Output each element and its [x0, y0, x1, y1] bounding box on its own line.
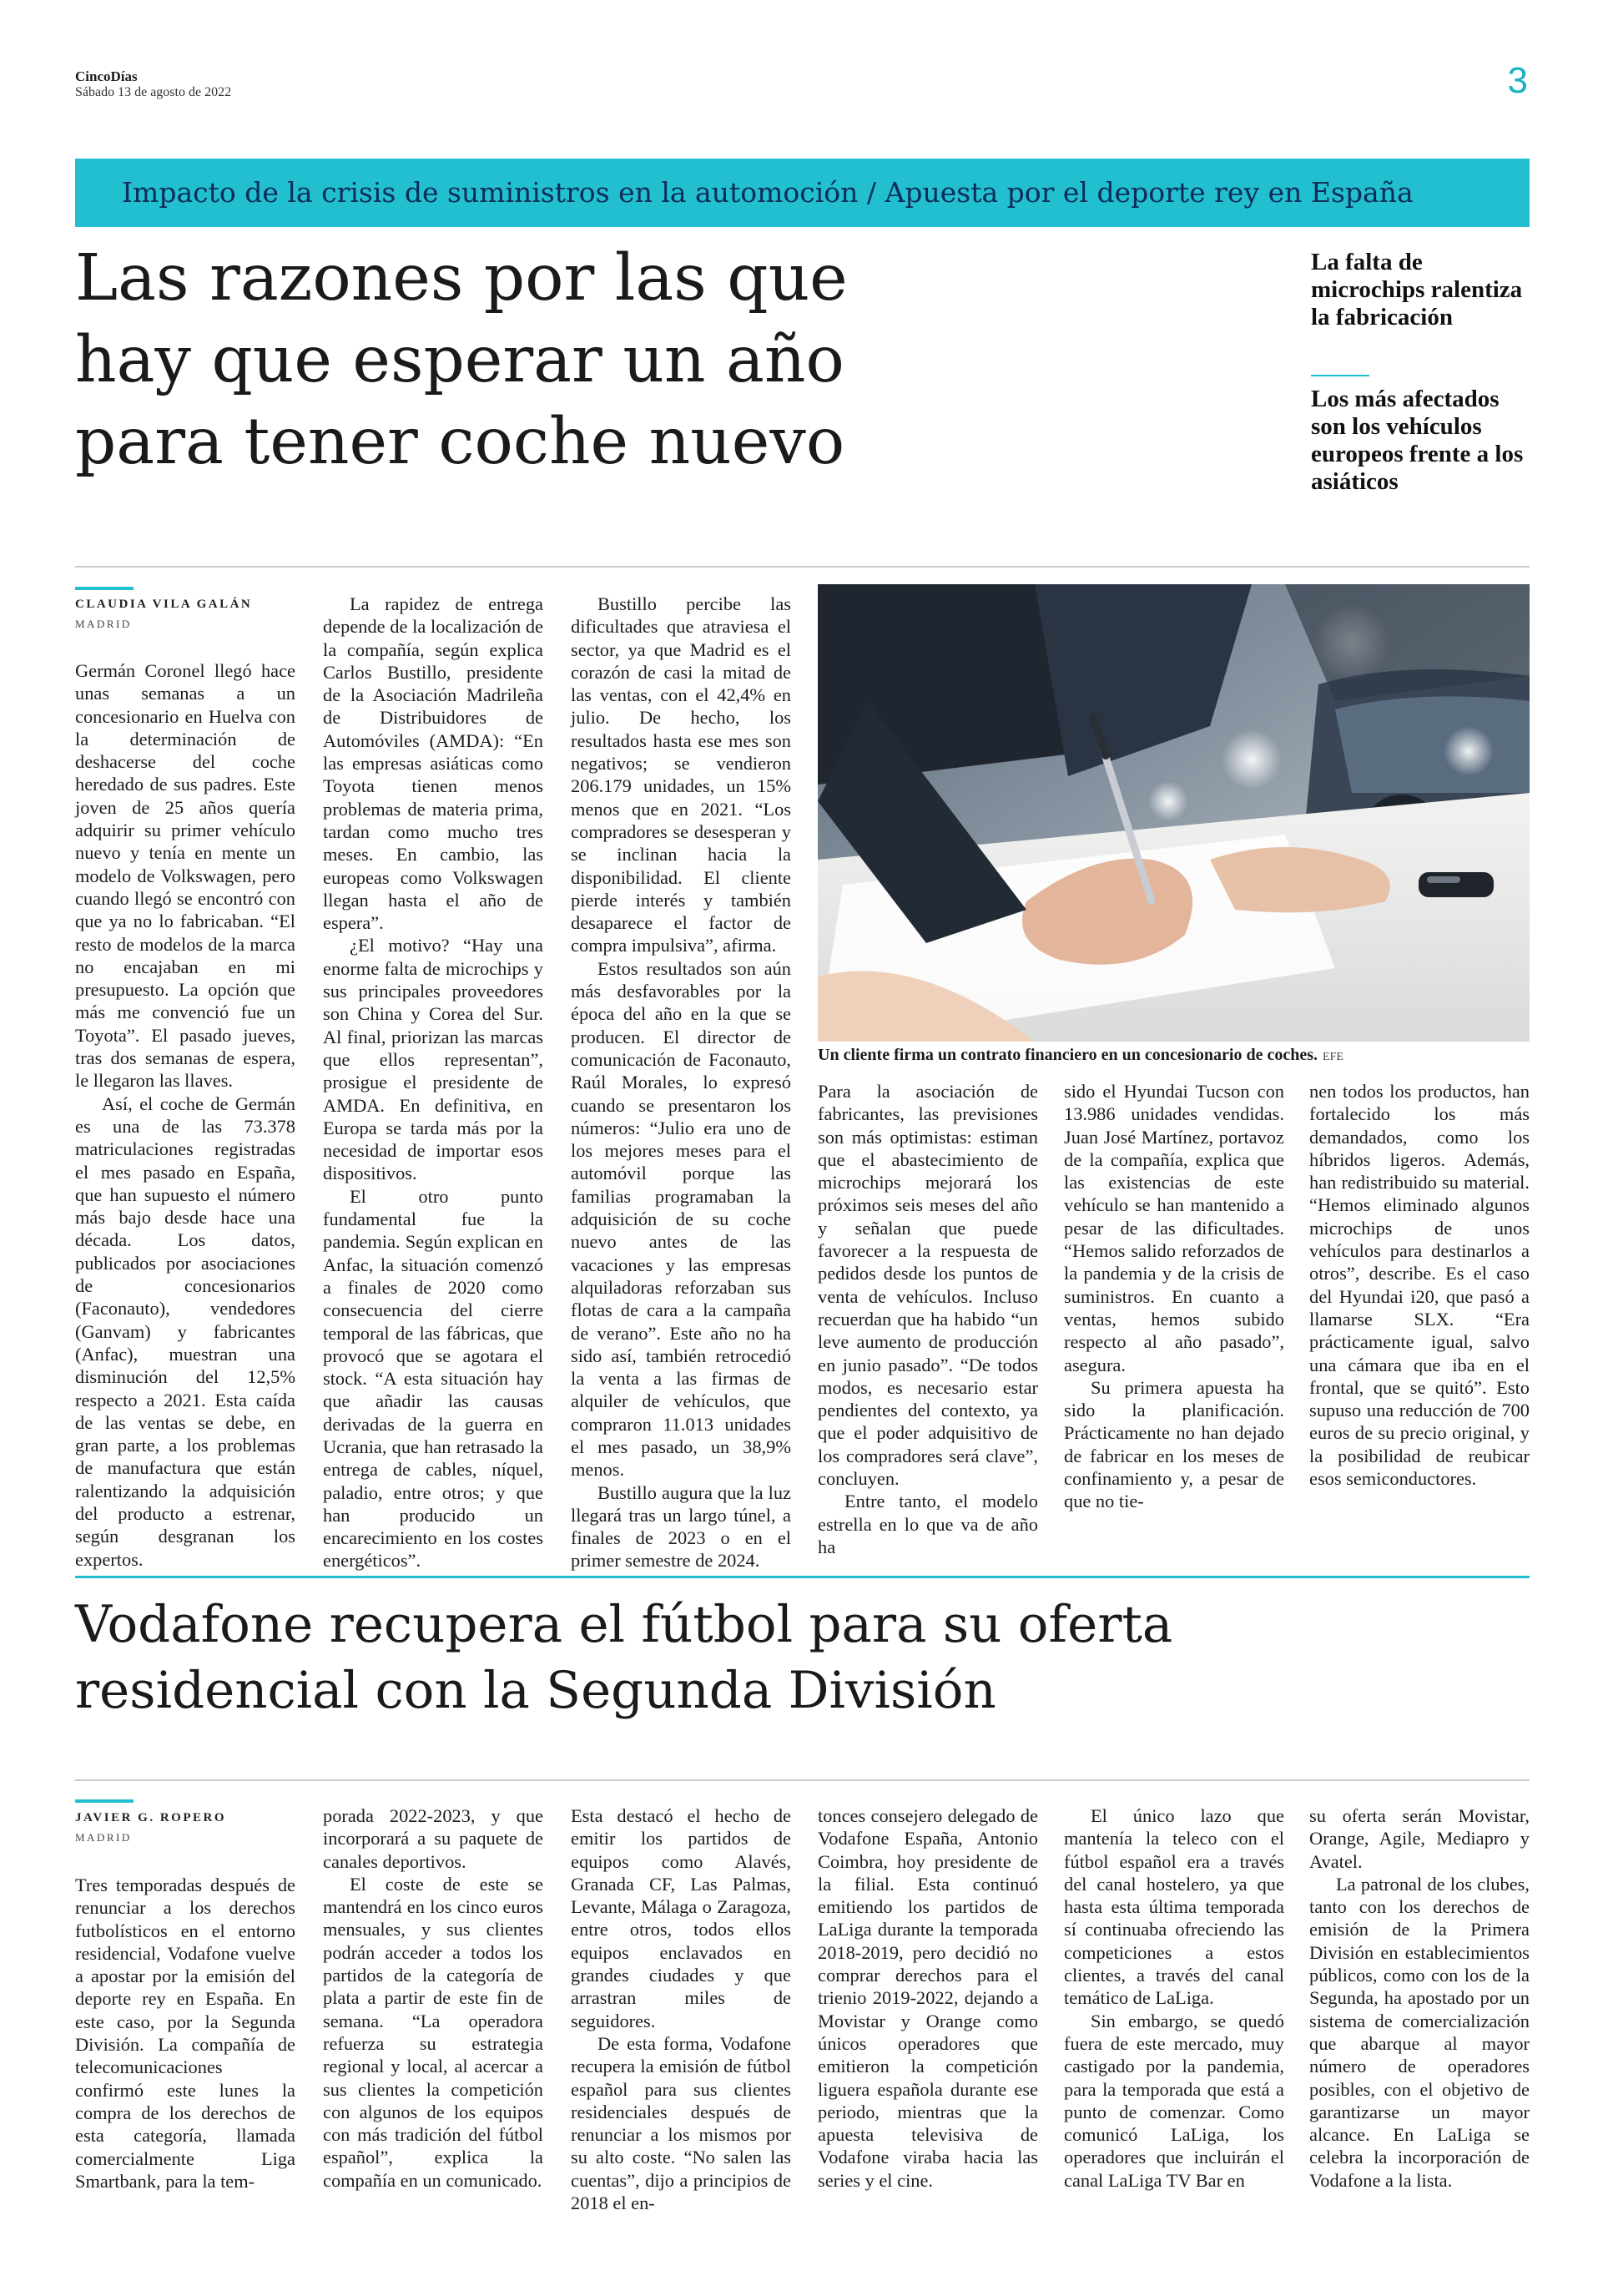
paragraph: El otro punto fundamental fue la pandemia. Según explican en Anfac, la situación comenzó a finales de 2020 como consecuencia del cierre temporal de las fábricas, que provocó que se agotara el stock. “A esta situación hay que añadir las causas derivadas de la guerra en Ucrania, que han retrasado la entrega de cables, níquel, paladio, entre otros; y que han producido un encarecimiento en los costes energéticos”. — [323, 1185, 543, 1572]
article2-column-6 — [1309, 1804, 1530, 2208]
paragraph: nen todos los productos, han fortalecido los más demandados, como los híbridos ligeros. Además, han redistribuido su material. “Hemos eliminado algunos microchips de unos vehículos para destinarlos a otros”, describe. Es el caso del Hyundai i20, que pasó a llamarse SLX. “Era prácticamente igual, salvo una cámara que iba en el frontal, que se quitó”. Esto supuso una reducción de 700 euros de su precio original, y la posibilidad de reubicar esos semiconductores. — [1309, 1081, 1530, 1490]
article1-headline — [75, 238, 1202, 483]
paragraph: Germán Coronel llegó hace unas semanas a un concesionario en Huelva con la determinación de deshacerse del coche heredado de sus padres. Este joven de 25 años quería adquirir su primer vehículo nuevo y tenía en mente un modelo de Volkswagen, pero cuando llegó se encontró con que ya no lo fabricaban. “El resto de modelos de la marca no encajaban en mi presupuesto. La opción que más me convenció fue un Toyota”. El pasado jueves, tras dos semanas de espera, le llegaron las llaves. — [75, 660, 295, 1092]
publication-name: CincoDías — [75, 68, 138, 84]
headline-line: Vodafone recupera el fútbol para su oferta — [75, 1595, 1173, 1654]
headline-line: residencial con la Segunda División — [75, 1661, 996, 1720]
paragraph: Bustillo percibe las dificultades que atraviesa el sector, ya que Madrid es el corazón de casi la mitad de las ventas, con el 42,4% en julio. De hecho, los resultados hasta ese mes son negativos; se vendieron 206.179 unidades, un 15% menos que en 2021. “Los compradores se desesperan y se inclinan hacia la disponibilidad. El cliente pierde interés y también desaparece el factor de compra impulsiva”, afirma. — [571, 593, 791, 956]
article2-column-5 — [1064, 1804, 1284, 2208]
headline-line: Las razones por las que — [75, 241, 848, 315]
article1-column-3 — [571, 593, 791, 1572]
page-number: 3 — [1507, 60, 1528, 101]
paragraph: Tres temporadas después de renunciar a los derechos futbolísticos en el entorno residencial, Vodafone vuelve a apostar por la emisión del deporte rey en España. En este caso, por la Segunda División. La compañía de telecomunicaciones confirmó este lunes la compra de los derechos de esta categoría, llamada comercialmente Liga Smartbank, para la tem- — [75, 1875, 295, 2192]
headline-line: hay que esperar un año — [75, 323, 844, 397]
article1-column-5 — [1064, 1080, 1284, 1527]
paragraph: Esta destacó el hecho de emitir los partidos de equipos como Alavés, Granada CF, Las Palmas, Levante, Málaga o Zaragoza, entre otros, todos ellos equipos enclavados en grandes ciudades y que arrastran miles de seguidores. — [571, 1805, 791, 2031]
caption-text: Un cliente firma un contrato financiero en un concesionario de coches. — [818, 1046, 1318, 1064]
deck-divider — [1311, 375, 1369, 376]
paragraph: Sin embargo, se quedó fuera de este mercado, muy castigado por la pandemia, para la temporada que está a punto de comenzar. Como comunicó LaLiga, los operadores que incluirán el canal LaLiga TV Bar en — [1064, 2010, 1284, 2191]
article1-column-1 — [75, 659, 295, 1570]
article1-byline: CLAUDIA VILA GALÁN — [75, 598, 253, 611]
article2-column-1 — [75, 1874, 295, 2208]
paragraph: Así, el coche de Germán es una de las 73.378 matriculaciones registradas el mes pasado en España, que han supuesto el número más bajo desde hace una década. Los datos, publicados por asociaciones de concesionarios (Faconauto), vendedores (Ganvam) y fabricantes (Anfac), muestran una disminución del 12,5% respecto a 2021. Esta caída de las ventas se debe, en gran parte, a los problemas de manufactura que están ralentizando la adquisición del producto a estrenar, según desgranan los expertos. — [75, 1092, 295, 1570]
paragraph: Para la asociación de fabricantes, las previsiones son más optimistas: estiman que el abastecimiento de microchips mejorará los próximos seis meses del año y señalan que puede favorecer a la respuesta de pedidos desde los puntos de venta de vehículos. Incluso recuerdan que ha habido “un leve aumento de producción en junio pasado”. “De todos modos, es necesario estar pendientes del contexto, ya que el poder adquisitivo de los compradores será clave”, concluyen. — [818, 1081, 1038, 1490]
article2-headline — [75, 1592, 1410, 1723]
byline-accent — [75, 1799, 134, 1803]
article1-divider — [75, 566, 1530, 568]
headline-line: para tener coche nuevo — [75, 405, 845, 479]
article1-column-4 — [818, 1080, 1038, 1557]
paragraph: sido el Hyundai Tucson con 13.986 unidades vendidas. Juan José Martínez, portavoz de la compañía, explica que las existencias de este vehículo se han mantenido a pesar de las dificultades. “Hemos salido reforzados de la pandemia y de la crisis de suministros. En cuanto a ventas, hemos subido respecto al año pasado”, asegura. — [1064, 1081, 1284, 1375]
article2-byline: JAVIER G. ROPERO — [75, 1811, 226, 1824]
paragraph: Entre tanto, el modelo estrella en lo que va de año ha — [818, 1491, 1038, 1557]
photo-credit: EFE — [1323, 1051, 1343, 1063]
section-band — [75, 159, 1530, 227]
article2-place: MADRID — [75, 1831, 132, 1844]
paragraph: La rapidez de entrega depende de la localización de la compañía, según explica Carlos Bustillo, presidente de la Asociación Madrileña de Distribuidores de Automóviles (AMDA): “En las empresas asiáticas como Toyota tienen menos problemas de materia prima, tardan como mucho tres meses. En cambio, las europeas como Volkswagen llegan hasta el año de espera”. — [323, 593, 543, 934]
article1-column-2 — [323, 593, 543, 1572]
article2-column-3 — [571, 1804, 791, 2214]
paragraph: Estos resultados son aún más desfavorables por la época del año en la que se producen. El director de comunicación de Faconauto, Raúl Morales, lo expresó cuando se presentaron los números: “Julio era uno de los mejores meses para el automóvil porque las familias programaban la adquisición de su coche nuevo antes de las vacaciones y las empresas alquiladoras reforzaban sus flotas de cara a la campaña de verano”. Este año no ha sido así, también retrocedió la venta a las firmas de alquiler de vehículos, que compraron 11.013 unidades el mes pasado, un 38,9% menos. — [571, 957, 791, 1481]
article2-top-rule — [75, 1576, 1530, 1578]
article1-place: MADRID — [75, 618, 132, 630]
byline-accent — [75, 587, 134, 590]
paragraph: Bustillo augura que la luz llegará tras un largo túnel, a finales de 2023 o en el primer semestre de 2024. — [571, 1481, 791, 1572]
paragraph: ¿El motivo? “Hay una enorme falta de microchips y sus principales proveedores son China y Corea del Sur. Al final, priorizan las marcas que ellos representan”, prosigue el presidente de AMDA. En definitiva, en Europa se tarda más por la necesidad de importar esos dispositivos. — [323, 935, 543, 1184]
photo-caption — [818, 1046, 1530, 1065]
photo-illustration — [818, 584, 1530, 1042]
article2-divider — [75, 1779, 1530, 1781]
paragraph: tonces consejero delegado de Vodafone España, Antonio Coimbra, hoy presidente de la filial. Esta continuó emitiendo los partidos de LaLiga durante la temporada 2018-2019, pero decidió no comprar derechos para el trienio 2019-2022, dejando a Movistar y Orange como únicos operadores que emitieron la competición liguera española durante ese periodo, mientras que la apuesta televisiva de Vodafone viraba hacia las series y el cine. — [818, 1805, 1038, 2191]
article2-column-4 — [818, 1804, 1038, 2208]
paragraph: porada 2022-2023, y que incorporará a su paquete de canales deportivos. — [323, 1805, 543, 1872]
paragraph: El coste de este se mantendrá en los cinco euros mensuales, y sus clientes podrán acceder a todos los partidos de la categoría de plata a partir de este fin de semana. “La operadora refuerza su estrategia regional y local, al acercar a sus clientes la competición con algunos de los equipos con más tradición del fútbol español”, explica la compañía en un comunicado. — [323, 1873, 543, 2191]
section-band-text: Impacto de la crisis de suministros en la automoción / Apuesta por el deporte rey en España — [122, 176, 1414, 209]
paragraph: su oferta serán Movistar, Orange, Agile, Mediapro y Avatel. — [1309, 1805, 1530, 1872]
paragraph: Su primera apuesta ha sido la planificación. Prácticamente no han dejado de fabricar en los meses de confinamiento y, a pesar de que no tie- — [1064, 1376, 1284, 1512]
photo-contract-signing — [818, 584, 1530, 1042]
paragraph: De esta forma, Vodafone recupera la emisión de fútbol español para sus clientes residenciales después de renunciar a los mismos por su alto coste. “No salen las cuentas”, dijo a principios de 2018 el en- — [571, 2032, 791, 2214]
paragraph: El único lazo que mantenía la teleco con el fútbol español era a través del canal hostelero, ya que hasta esta última temporada sí continuaba ofreciendo las competiciones a estos clientes, a través del canal temático de LaLiga. — [1064, 1805, 1284, 2009]
article1-deck-2: Los más afectados son los vehículos europeos frente a los asiáticos — [1311, 386, 1524, 495]
article1-column-6 — [1309, 1080, 1530, 1527]
article1-deck-1: La falta de microchips ralentiza la fabricación — [1311, 249, 1523, 331]
publication-date: Sábado 13 de agosto de 2022 — [75, 85, 232, 99]
paragraph: La patronal de los clubes, tanto con los derechos de emisión de la Primera División en establecimientos públicos, como con los de la Segunda, ha apostado por un sistema de comercialización que abarque al mayor número de operadores posibles, con el objetivo de garantizarse un mayor alcance. En LaLiga se celebra la incorporación de Vodafone a la lista. — [1309, 1873, 1530, 2191]
article2-column-2 — [323, 1804, 543, 2208]
